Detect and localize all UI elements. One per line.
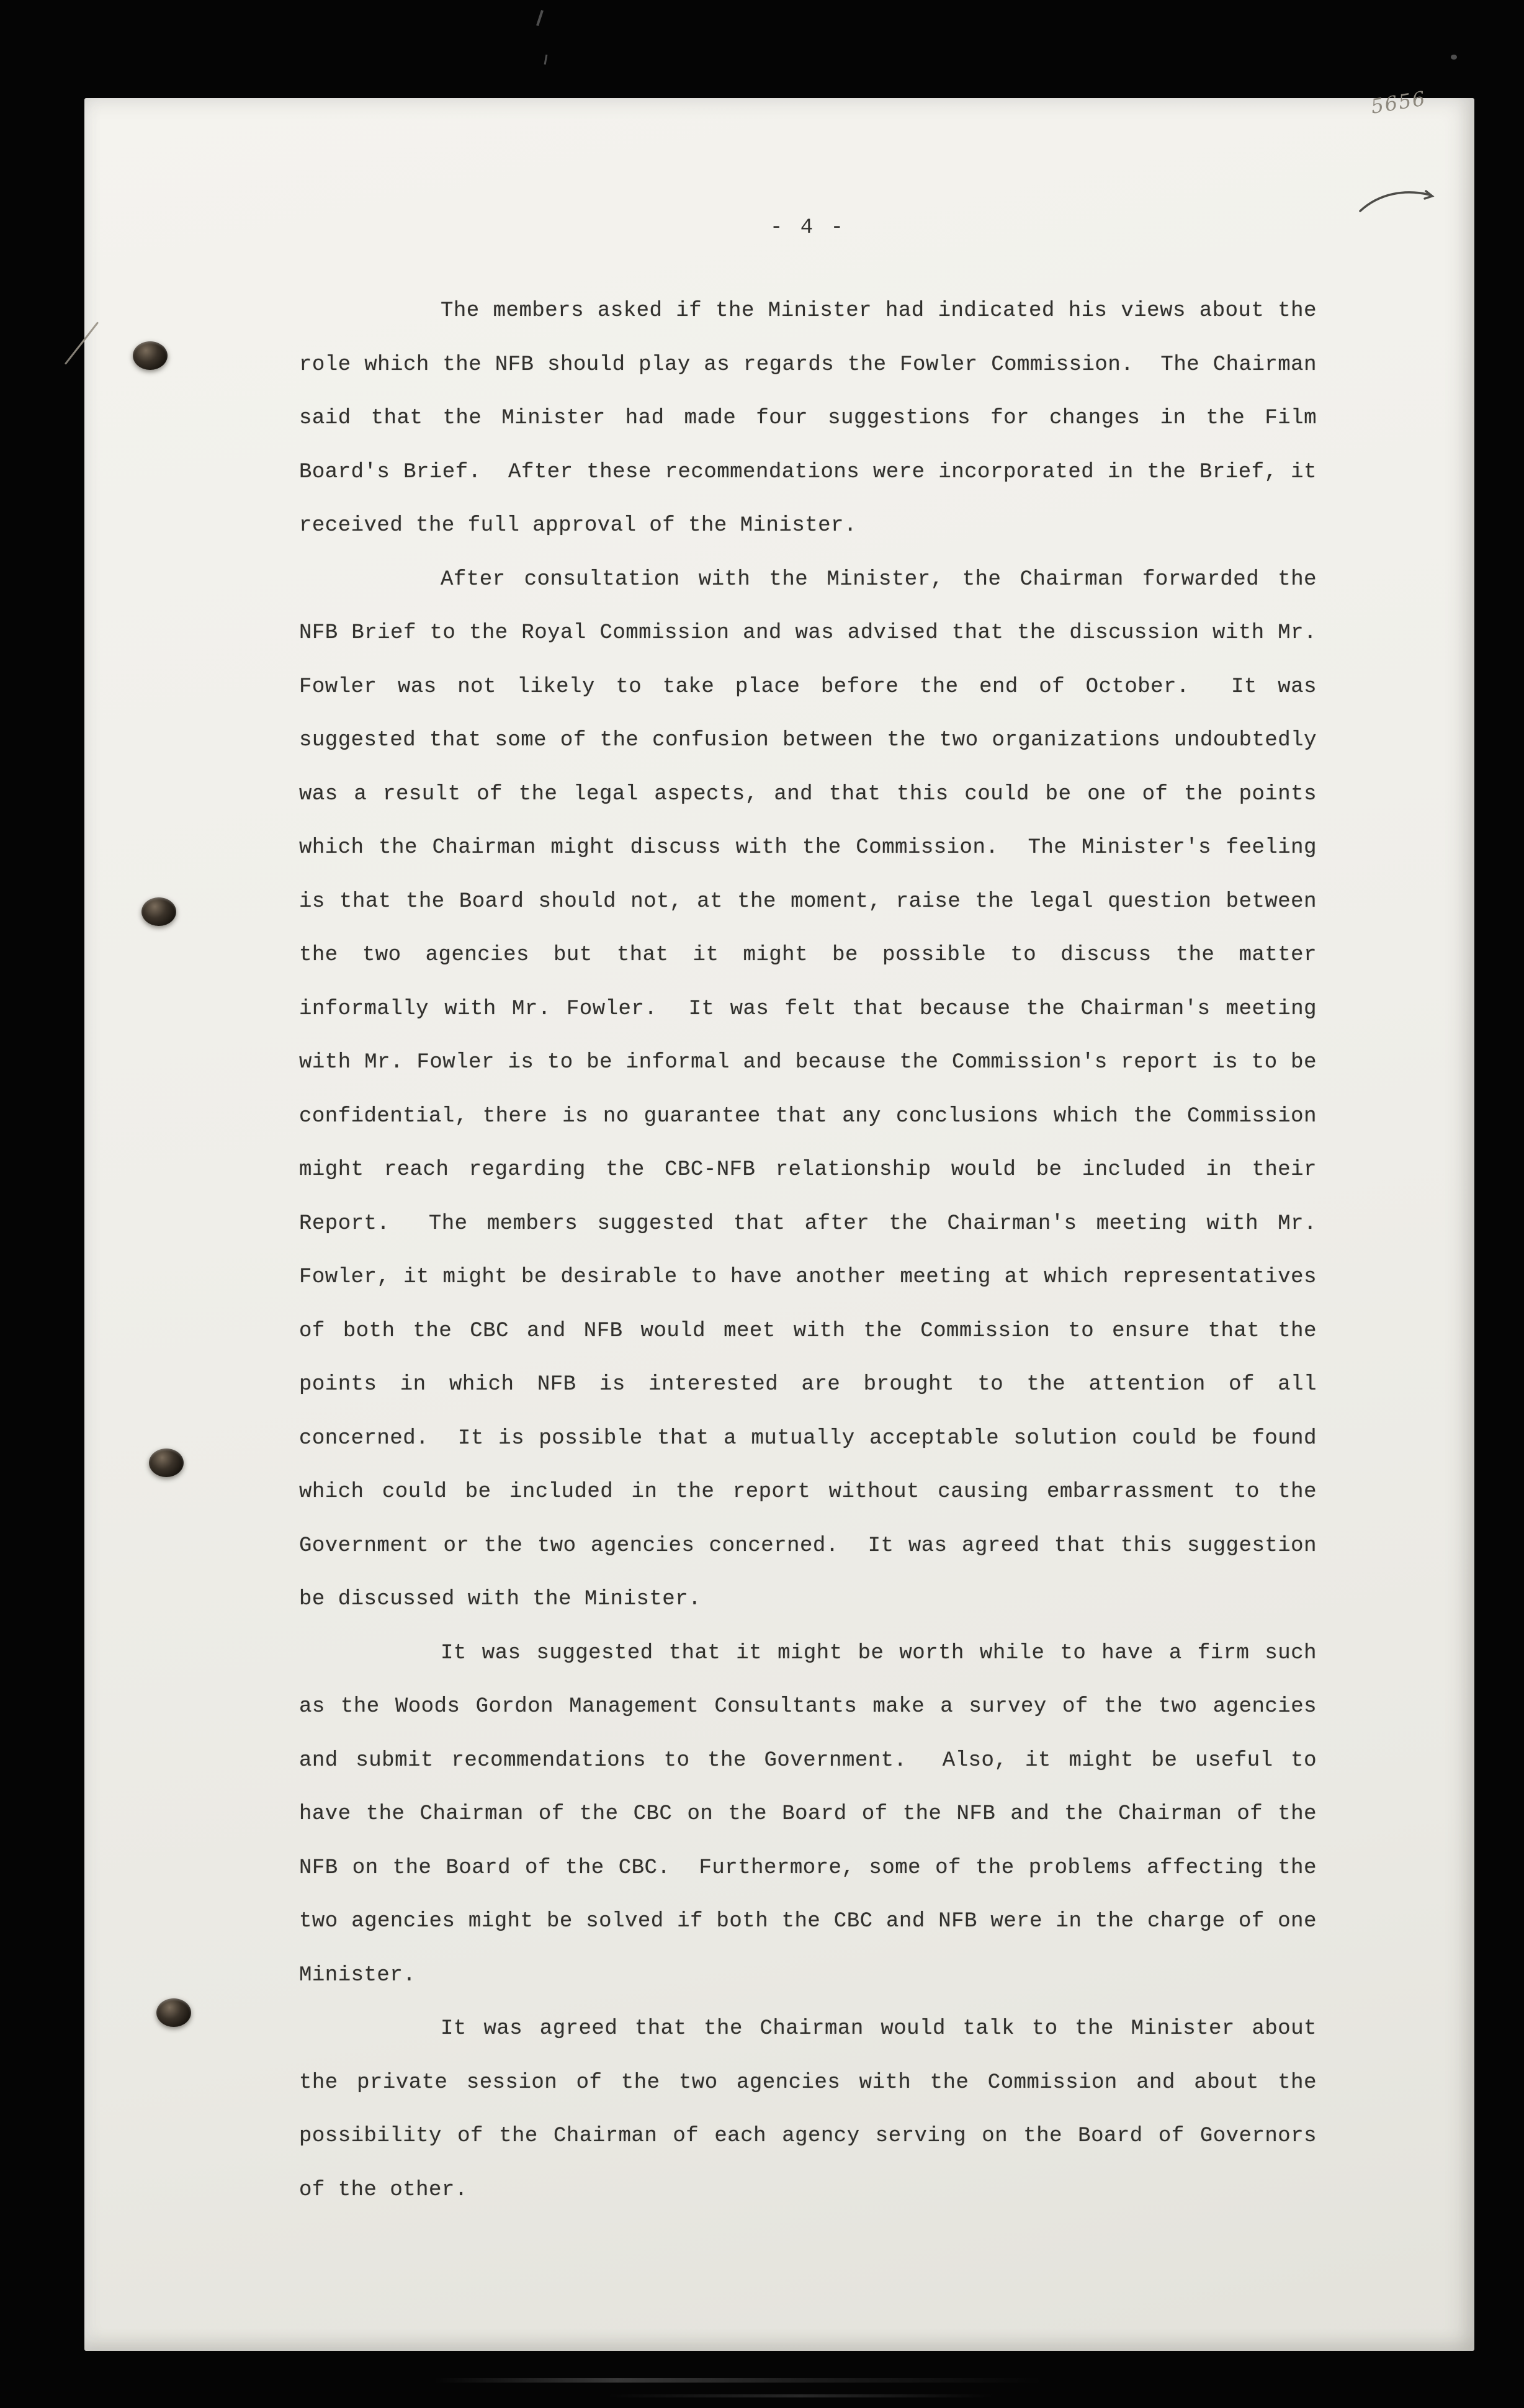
film-scratch-mark (536, 10, 544, 26)
punch-hole-shadow (133, 341, 168, 370)
punch-hole-shadow (141, 897, 176, 926)
pencil-slash-mark (65, 321, 99, 365)
scan-streak (434, 2378, 1042, 2383)
scan-streak (608, 2394, 993, 2397)
punch-hole-shadow (156, 1998, 191, 2027)
paragraph-4: It was agreed that the Chairman would talk to the Minister about the private session of the two agencies with the Commission and about the possibility of the Chairman of each agency serving on the Board of Governors of the other. (299, 2017, 1330, 2202)
paragraph-3: It was suggested that it might be worth while to have a firm such as the Woods Gordon Management Consultants make a survey of the two agencies and submit recommendations to the Government. Also, it might be useful to have the Chairman of the CBC on the Board of the NFB and the Chairman of the NFB on the Board of the CBC. Furthermore, some of the problems affecting the two agencies might be solved if both the CBC and NFB were in the charge of one Minister. (299, 1641, 1330, 1987)
typewritten-body (299, 284, 1330, 2217)
film-dust-speck (1451, 55, 1457, 60)
paragraph-1: The members asked if the Minister had indicated his views about the role which the NFB should play as regards the Fowler Commission. The Chairman said that the Minister had made four suggestions for changes in the Film Board's Brief. After these recommendations were incorporated in the Brief, it received the full approval of the Minister. (299, 299, 1330, 537)
paragraph-2: After consultation with the Minister, the Chairman forwarded the NFB Brief to the Royal Commission and was advised that the discussion with Mr. Fowler was not likely to take place before the end of October. It was suggested that some of the confusion between the two organizations undoubtedly was a result of the legal aspects, and that this could be one of the points which the Chairman might discuss with the Commission. The Minister's feeling is that the Board should not, at the moment, raise the legal question between the two agencies but that it might be possible to discuss the matter informally with Mr. Fowler. It was felt that because the Chairman's meeting with Mr. Fowler is to be informal and because the Commission's report is to be confidential, there is no guarantee that any conclusions which the Commission might reach regarding the CBC-NFB relationship would be included in their Report. The members suggested that after the Chairman's meeting with Mr. Fowler, it might be desirable to have another meeting at which representatives of both the CBC and NFB would meet with the Commission to ensure that the points in which NFB is interested are brought to the attention of all concerned. It is possible that a mutually acceptable solution could be found which could be included in the report without causing embarrassment to the Government or the two agencies concerned. It was agreed that this suggestion be discussed with the Minister. (299, 567, 1330, 1611)
handwritten-page-id: 5656 (1369, 86, 1428, 119)
pen-check-mark (1356, 185, 1437, 220)
page-number: - 4 - (769, 216, 846, 240)
punch-hole-shadow (149, 1449, 184, 1477)
film-scratch-mark (544, 55, 548, 65)
document-page (84, 86, 1474, 2351)
